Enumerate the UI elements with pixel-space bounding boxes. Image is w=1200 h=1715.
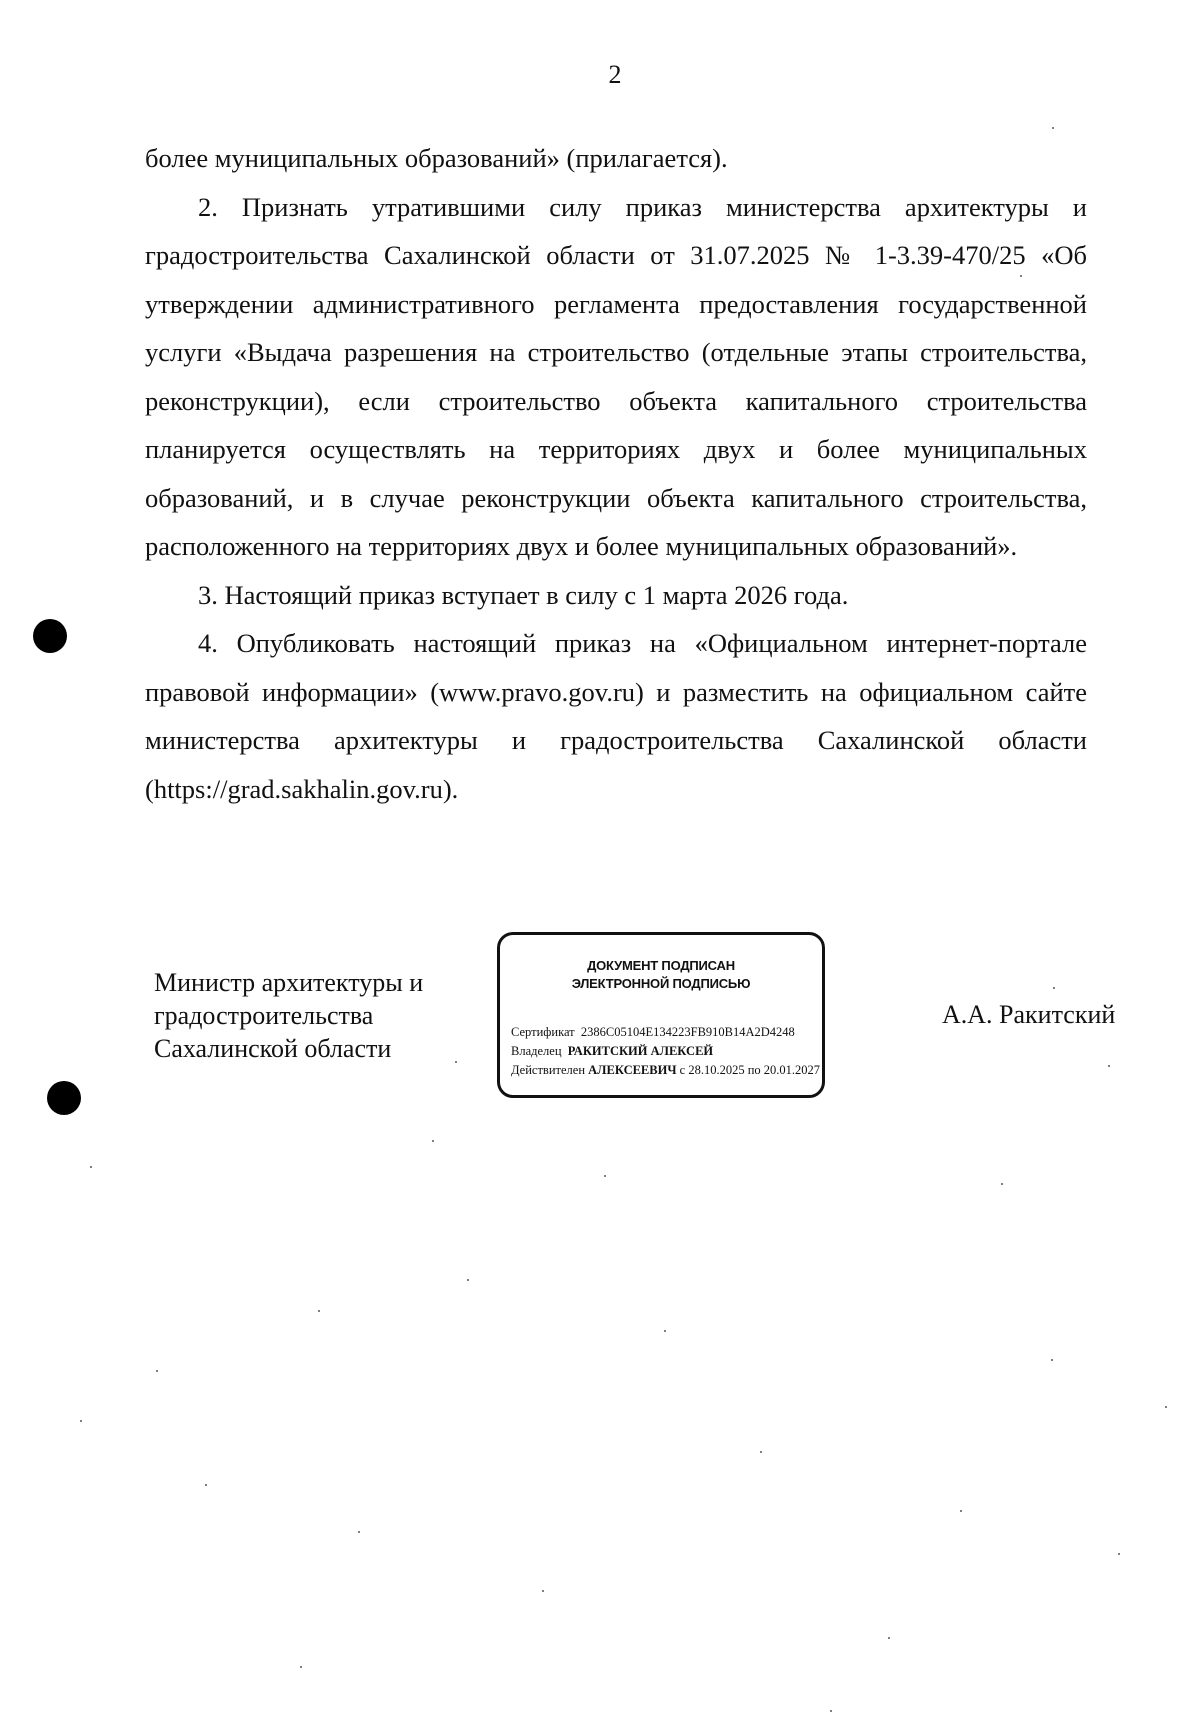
scan-speck: [542, 1590, 544, 1592]
stamp-owner-row: [511, 1042, 820, 1061]
scan-speck: [90, 1166, 92, 1168]
scan-speck: [156, 1370, 158, 1372]
stamp-title: [500, 957, 822, 993]
certificate-label: Сертификат: [511, 1025, 575, 1039]
signer-position-line: Сахалинской области: [154, 1034, 392, 1063]
scan-speck: [80, 1420, 82, 1422]
scan-speck: [205, 1484, 207, 1486]
scan-speck: [888, 1637, 890, 1639]
scan-speck: [1165, 1406, 1167, 1408]
paragraph-continuation: более муниципальных образований» (прилагается).: [145, 143, 728, 173]
scan-speck: [830, 1710, 832, 1712]
page-number: 2: [608, 60, 622, 89]
valid-value: с 28.10.2025 по 20.01.2027: [679, 1063, 821, 1077]
punch-hole: [33, 619, 67, 653]
paragraph-item-4: 4. Опубликовать настоящий приказ на «Официальном интернет-портале правовой информации» (www.pravo.gov.ru) и разместить на официальном сайте министерства архитектуры и градостроительства Сахалинской области (https://grad.sakhalin.gov.ru).: [145, 628, 1087, 804]
scan-speck: [664, 1330, 666, 1332]
paragraph-item-3: 3. Настоящий приказ вступает в силу с 1 марта 2026 года.: [198, 579, 849, 610]
document-body: [145, 134, 1087, 813]
scan-speck: [467, 1279, 469, 1281]
scan-speck: [1053, 987, 1055, 989]
scan-speck: [1020, 275, 1022, 277]
punch-hole: [47, 1081, 81, 1115]
scan-speck: [1051, 1359, 1053, 1361]
scan-speck: [1052, 127, 1054, 129]
scan-speck: [318, 1310, 320, 1312]
scan-speck: [604, 1175, 606, 1177]
stamp-title-line: ДОКУМЕНТ ПОДПИСАН: [587, 958, 735, 973]
scan-speck: [760, 1451, 762, 1453]
e-signature-stamp: [497, 932, 825, 1098]
signer-position: [154, 966, 423, 1065]
scan-speck: [960, 1510, 962, 1512]
certificate-value: 2386C05104E134223FB910B14A2D4248: [580, 1025, 795, 1039]
scan-speck: [1118, 1553, 1120, 1555]
signer-position-line: градостроительства: [154, 1001, 374, 1030]
stamp-title-line: ЭЛЕКТРОННОЙ ПОДПИСЬЮ: [571, 976, 751, 991]
scan-speck: [455, 1061, 457, 1063]
owner-label: Владелец: [511, 1044, 562, 1058]
valid-label: Действителен: [511, 1063, 586, 1077]
stamp-validity-row: [511, 1061, 820, 1080]
signer-position-line: Министр архитектуры и: [154, 968, 424, 997]
stamp-details: [511, 1023, 820, 1080]
signer-name: А.А. Ракитский: [942, 1000, 1116, 1029]
scan-speck: [358, 1531, 360, 1533]
paragraph-item-2: 2. Признать утратившими силу приказ министерства архитектуры и градостроительства Сахалинской области от 31.07.2025 № 1-3.39-470/25 «Об утверждении административного регламента предоставления государственной услуги «Выдача разрешения на строительство (отдельные этапы строительства, реконструкции), если строительство объекта капитального строительства планируется осуществлять на территориях двух и более муниципальных образований, и в случае реконструкции объекта капитального строительства, расположенного на территориях двух и более муниципальных образований».: [145, 191, 1087, 561]
scan-speck: [1108, 1065, 1110, 1067]
scan-speck: [432, 1140, 434, 1142]
scan-speck: [300, 1666, 302, 1668]
owner-value: РАКИТСКИЙ АЛЕКСЕЙ: [567, 1044, 714, 1058]
scan-speck: [1001, 1183, 1003, 1185]
stamp-certificate-row: [511, 1023, 820, 1042]
owner-value-2: АЛЕКСЕЕВИЧ: [588, 1063, 677, 1077]
